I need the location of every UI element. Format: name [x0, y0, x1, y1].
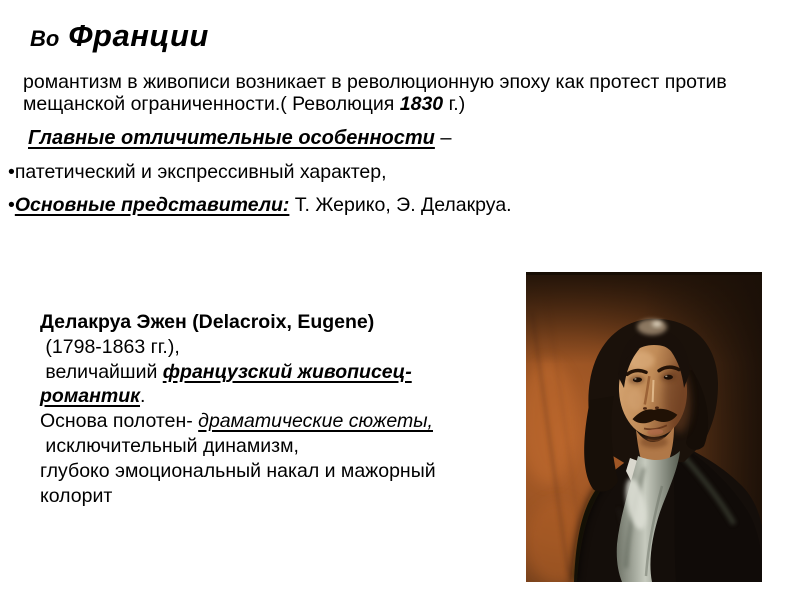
- bullet-text: патетический и экспрессивный характер,: [14, 161, 387, 183]
- intro-line2-post: г.): [443, 93, 466, 115]
- bio-line-6: исключительный динамизм,: [40, 434, 299, 457]
- features-heading-dash: –: [434, 127, 452, 149]
- bio-line-5: [40, 409, 480, 434]
- bio-line4-suffix: .: [140, 385, 146, 408]
- bio-line-8: колорит: [40, 484, 113, 507]
- features-heading: [28, 127, 452, 150]
- bio-block: [40, 310, 480, 508]
- intro-year: 1830: [399, 93, 444, 115]
- delacroix-portrait: [526, 272, 762, 582]
- intro-line2-pre: мещанской ограниченности.( Революция: [23, 93, 400, 115]
- title-main: Франции: [68, 18, 209, 53]
- bio-name: Делакруа Эжен (Delacroix, Eugene): [40, 311, 375, 333]
- title-prefix: Во: [30, 26, 60, 51]
- slide-title: [30, 18, 209, 54]
- bullet-text: Т. Жерико, Э. Делакруа.: [289, 194, 512, 216]
- bullet-marker: •: [8, 194, 15, 216]
- bullet-list: [8, 161, 512, 227]
- intro-line1: романтизм в живописи возникает в революционную эпоху как протест против: [23, 71, 727, 93]
- bio-line3-prefix: величайший: [40, 360, 163, 383]
- bio-line5-emphasis: драматические сюжеты,: [198, 410, 433, 433]
- intro-paragraph: [23, 71, 783, 115]
- features-heading-underlined: Главные отличительные особенности: [28, 127, 435, 149]
- bio-line4-emphasis: романтик: [40, 385, 141, 408]
- bio-line-3: [40, 360, 480, 385]
- bullet-marker: •: [8, 161, 15, 183]
- bullet-item-2: [8, 194, 512, 216]
- bio-name-line: [40, 310, 480, 335]
- bullet-item-1: [8, 161, 512, 183]
- bio-line-7: глубоко эмоциональный накал и мажорный: [40, 459, 436, 482]
- bio-years-line: (1798-1863 гг.),: [40, 335, 180, 358]
- bullet-emphasis: Основные представители:: [14, 194, 290, 216]
- portrait-image: [526, 272, 762, 582]
- bio-line3-emphasis: французский живописец-: [162, 360, 412, 383]
- bio-line-4: [40, 384, 480, 409]
- bio-line5-prefix: Основа полотен-: [40, 410, 199, 433]
